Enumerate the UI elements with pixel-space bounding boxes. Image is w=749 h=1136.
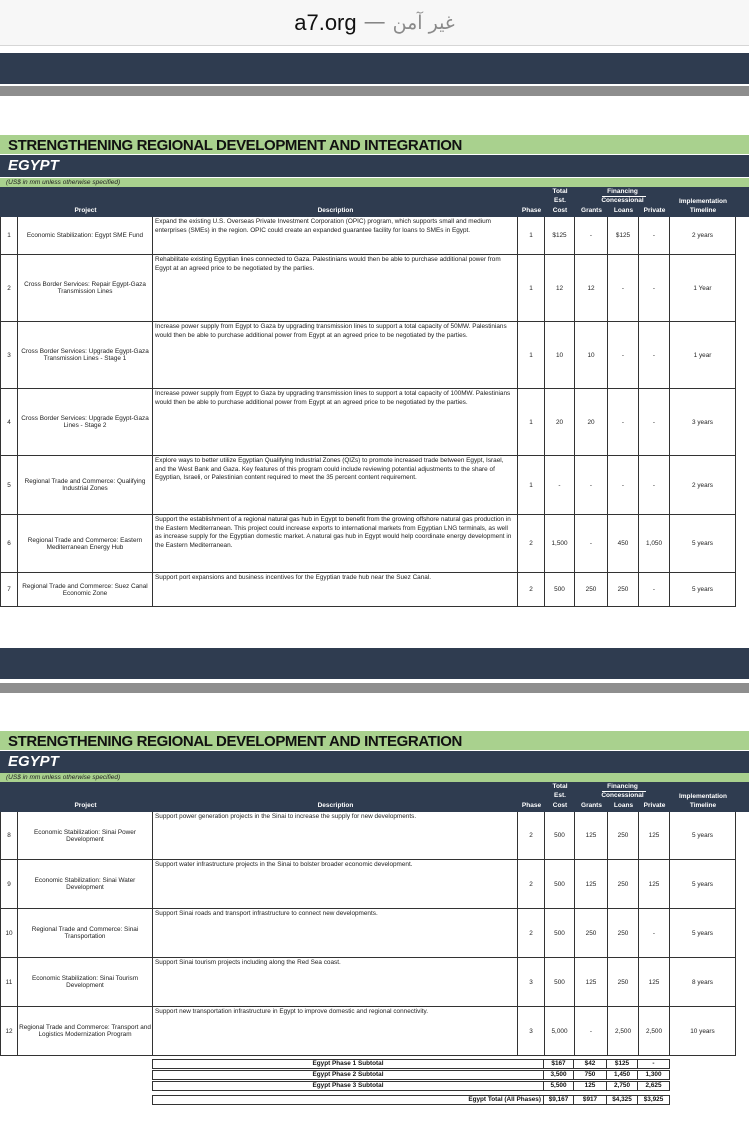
cell-loans: 2,500 [608, 1007, 639, 1055]
cell-timeline: 5 years [670, 573, 736, 606]
table-row [0, 1007, 736, 1056]
subtotal-cost: 3,500 [544, 1070, 574, 1080]
col-timeline-line1: Implementation [678, 198, 728, 205]
cell-grants: 12 [575, 255, 608, 321]
cell-phase: 3 [518, 958, 545, 1006]
url-text[interactable]: a7.org [294, 9, 357, 35]
col-private: Private [643, 802, 666, 809]
cell-timeline: 8 years [670, 958, 736, 1006]
country-bar [0, 751, 749, 773]
cell-num: 11 [0, 958, 18, 1006]
cell-cost: 500 [545, 812, 575, 859]
cell-description: Support new transportation infrastructure in Egypt to improve domestic and regional connectivity. [153, 1007, 518, 1055]
cell-num: 4 [0, 389, 18, 455]
cell-timeline: 5 years [670, 860, 736, 908]
cell-private: 125 [639, 812, 670, 859]
cell-project: Economic Stabilization: Sinai Tourism Development [18, 958, 153, 1006]
cell-num: 2 [0, 255, 18, 321]
cell-private: - [639, 389, 670, 455]
cell-grants: 250 [575, 573, 608, 606]
cell-phase: 1 [518, 217, 545, 254]
cell-project: Cross Border Services: Upgrade Egypt-Gaza Transmission Lines - Stage 1 [18, 322, 153, 388]
cell-cost: 5,000 [545, 1007, 575, 1055]
url-separator: — [364, 11, 385, 33]
cell-cost: - [545, 456, 575, 514]
cell-cost: 10 [545, 322, 575, 388]
cell-num: 8 [0, 812, 18, 859]
cell-project: Cross Border Services: Repair Egypt-Gaza Transmission Lines [18, 255, 153, 321]
cell-cost: 500 [545, 573, 575, 606]
col-grants: Grants [581, 207, 602, 214]
cell-private: - [639, 255, 670, 321]
cell-phase: 1 [518, 322, 545, 388]
cell-grants: 10 [575, 322, 608, 388]
grand-total-row [152, 1095, 670, 1105]
cell-grants: - [575, 515, 608, 572]
cell-loans: - [608, 389, 639, 455]
col-concessional: Concessional [601, 197, 644, 204]
cell-project: Regional Trade and Commerce: Sinai Transportation [18, 909, 153, 957]
cell-private: - [639, 573, 670, 606]
subtotal-label: Egypt Phase 1 Subtotal [152, 1059, 544, 1069]
col-concessional: Concessional [601, 792, 644, 799]
cell-timeline: 2 years [670, 217, 736, 254]
cell-grants: 125 [575, 958, 608, 1006]
table-header [0, 187, 749, 217]
section-title: STRENGTHENING REGIONAL DEVELOPMENT AND INTEGRATION [8, 137, 462, 154]
cell-phase: 2 [518, 909, 545, 957]
cell-private: 2,500 [639, 1007, 670, 1055]
table-row [0, 812, 736, 860]
subtotal-private: - [638, 1059, 670, 1069]
col-financing: Financing [607, 783, 638, 790]
country-title: EGYPT [8, 157, 59, 174]
col-loans: Loans [613, 802, 634, 809]
subtotal-label: Egypt Total (All Phases) [152, 1095, 544, 1105]
col-phase: Phase [521, 207, 542, 214]
financing-underline [602, 196, 646, 197]
col-financing: Financing [607, 188, 638, 195]
cell-project: Regional Trade and Commerce: Eastern Mediterranean Energy Hub [18, 515, 153, 572]
cell-private: - [639, 322, 670, 388]
col-loans: Loans [613, 207, 634, 214]
col-total-line3: Cost [552, 207, 568, 214]
cell-timeline: 5 years [670, 812, 736, 859]
slide-top-band [0, 53, 749, 84]
table-row [0, 389, 736, 456]
subtotal-loans: 1,450 [607, 1070, 638, 1080]
col-phase: Phase [521, 802, 542, 809]
col-private: Private [643, 207, 666, 214]
cell-num: 6 [0, 515, 18, 572]
cell-description: Support power generation projects in the Sinai to increase the supply for new developments. [153, 812, 518, 859]
col-description: Description [317, 207, 354, 214]
subtotal-row [152, 1081, 670, 1091]
cell-loans: 250 [608, 958, 639, 1006]
slide-grey-line [0, 683, 749, 693]
cell-num: 3 [0, 322, 18, 388]
col-total-line2: Est. [554, 197, 566, 204]
subtotal-grants: 125 [574, 1081, 607, 1091]
cell-grants: - [575, 217, 608, 254]
cell-loans: - [608, 255, 639, 321]
table-row [0, 255, 736, 322]
subtotal-cost: $167 [544, 1059, 574, 1069]
currency-note-bar [0, 773, 749, 782]
cell-phase: 2 [518, 812, 545, 859]
cell-description: Support Sinai tourism projects including along the Red Sea coast. [153, 958, 518, 1006]
cell-description: Increase power supply from Egypt to Gaza by upgrading transmission lines to support a total capacity of 100MW. Palestinians would then be able to purchase additional power from Egypt at an agreed price to be negotiated by the parties. [153, 389, 518, 455]
cell-loans: 250 [608, 812, 639, 859]
section-title-bar [0, 731, 749, 750]
cell-description: Explore ways to better utilize Egyptian Qualifying Industrial Zones (QIZs) to promote increased trade between Egypt, Israel, and the West Bank and Gaza. Key features of this program could include reviewing potential adjustments to the share of Egyptian, Israeli, or Palestinian content required to meet the 35 percent content requirement. [153, 456, 518, 514]
cell-grants: 250 [575, 909, 608, 957]
cell-private: 1,050 [639, 515, 670, 572]
subtotal-private: $3,925 [638, 1095, 670, 1105]
cell-num: 12 [0, 1007, 18, 1055]
cell-cost: 20 [545, 389, 575, 455]
col-total-line3: Cost [552, 802, 568, 809]
cell-phase: 2 [518, 573, 545, 606]
cell-timeline: 10 years [670, 1007, 736, 1055]
cell-phase: 2 [518, 860, 545, 908]
subtotal-grants: 750 [574, 1070, 607, 1080]
table-row [0, 909, 736, 958]
cell-phase: 2 [518, 515, 545, 572]
cell-project: Regional Trade and Commerce: Suez Canal Economic Zone [18, 573, 153, 606]
section-title: STRENGTHENING REGIONAL DEVELOPMENT AND INTEGRATION [8, 733, 462, 750]
subtotal-cost: 5,500 [544, 1081, 574, 1091]
subtotal-row [152, 1059, 670, 1069]
cell-grants: 125 [575, 860, 608, 908]
subtotal-label: Egypt Phase 2 Subtotal [152, 1070, 544, 1080]
table-row [0, 515, 736, 573]
cell-loans: 250 [608, 573, 639, 606]
col-total-line2: Est. [554, 792, 566, 799]
col-timeline-line2: Timeline [689, 207, 717, 214]
cell-project: Regional Trade and Commerce: Qualifying Industrial Zones [18, 456, 153, 514]
subtotal-cost: $9,167 [544, 1095, 574, 1105]
subtotal-loans: $125 [607, 1059, 638, 1069]
table-row [0, 860, 736, 909]
cell-phase: 1 [518, 255, 545, 321]
cell-project: Economic Stabilization: Egypt SME Fund [18, 217, 153, 254]
table-row [0, 573, 736, 607]
cell-description: Support port expansions and business incentives for the Egyptian trade hub near the Suez Canal. [153, 573, 518, 606]
cell-num: 9 [0, 860, 18, 908]
currency-note: (US$ in mm unless otherwise specified) [6, 179, 121, 186]
cell-grants: - [575, 456, 608, 514]
col-timeline-line2: Timeline [689, 802, 717, 809]
cell-timeline: 1 year [670, 322, 736, 388]
cell-grants: 125 [575, 812, 608, 859]
slide-top-band [0, 648, 749, 679]
cell-loans: $125 [608, 217, 639, 254]
cell-timeline: 1 Year [670, 255, 736, 321]
cell-phase: 3 [518, 1007, 545, 1055]
cell-project: Economic Stabilization: Sinai Water Development [18, 860, 153, 908]
section-title-bar [0, 135, 749, 154]
cell-description: Support the establishment of a regional natural gas hub in Egypt to benefit from the growing offshore natural gas production in the Eastern Mediterranean. This project could increase exports to international markets from Egyptian LNG terminals, as well as increase supply for the Egyptian domestic market. A natural gas hub in Egypt would help coordinate energy development in the Eastern Mediterranean. [153, 515, 518, 572]
cell-cost: 500 [545, 909, 575, 957]
cell-project: Economic Stabilization: Sinai Power Development [18, 812, 153, 859]
subtotal-grants: $42 [574, 1059, 607, 1069]
cell-private: - [639, 909, 670, 957]
country-bar [0, 155, 749, 177]
cell-description: Support Sinai roads and transport infrastructure to connect new developments. [153, 909, 518, 957]
subtotal-loans: 2,750 [607, 1081, 638, 1091]
cell-description: Support water infrastructure projects in the Sinai to bolster broader economic development. [153, 860, 518, 908]
cell-private: - [639, 217, 670, 254]
cell-loans: 250 [608, 860, 639, 908]
cell-loans: - [608, 456, 639, 514]
col-project: Project [74, 207, 97, 214]
cell-num: 5 [0, 456, 18, 514]
subtotal-loans: $4,325 [607, 1095, 638, 1105]
table-row [0, 217, 736, 255]
col-description: Description [317, 802, 354, 809]
cell-description: Rehabilitate existing Egyptian lines connected to Gaza. Palestinians would then be able to purchase additional power from Egypt at an agreed price to be negotiated by the parties. [153, 255, 518, 321]
cell-timeline: 5 years [670, 515, 736, 572]
cell-cost: 12 [545, 255, 575, 321]
cell-cost: $125 [545, 217, 575, 254]
currency-note-bar [0, 178, 749, 187]
cell-timeline: 3 years [670, 389, 736, 455]
cell-project: Cross Border Services: Upgrade Egypt-Gaza Lines - Stage 2 [18, 389, 153, 455]
cell-grants: 20 [575, 389, 608, 455]
table-row [0, 958, 736, 1007]
financing-underline [602, 791, 646, 792]
cell-cost: 500 [545, 958, 575, 1006]
cell-num: 10 [0, 909, 18, 957]
cell-num: 7 [0, 573, 18, 606]
cell-loans: 450 [608, 515, 639, 572]
country-title: EGYPT [8, 753, 59, 770]
col-timeline-line1: Implementation [678, 793, 728, 800]
cell-loans: - [608, 322, 639, 388]
cell-timeline: 2 years [670, 456, 736, 514]
cell-description: Increase power supply from Egypt to Gaza by upgrading transmission lines to support a total capacity of 50MW. Palestinians would then be able to purchase additional power from Egypt at an agreed price to be negotiated by the parties. [153, 322, 518, 388]
cell-cost: 500 [545, 860, 575, 908]
cell-timeline: 5 years [670, 909, 736, 957]
cell-cost: 1,500 [545, 515, 575, 572]
cell-num: 1 [0, 217, 18, 254]
cell-grants: - [575, 1007, 608, 1055]
cell-project: Regional Trade and Commerce: Transport and Logistics Modernization Program [18, 1007, 153, 1055]
cell-phase: 1 [518, 389, 545, 455]
currency-note: (US$ in mm unless otherwise specified) [6, 774, 121, 781]
col-project: Project [74, 802, 97, 809]
cell-private: - [639, 456, 670, 514]
col-grants: Grants [581, 802, 602, 809]
cell-description: Expand the existing U.S. Overseas Private Investment Corporation (OPIC) program, which supports small and medium enterprises (SMEs) in the region. OPIC could create an expanded guarantee facility for loans to SMEs in Egypt. [153, 217, 518, 254]
security-warning-label[interactable]: غير آمن [392, 11, 455, 34]
cell-private: 125 [639, 860, 670, 908]
cell-private: 125 [639, 958, 670, 1006]
cell-phase: 1 [518, 456, 545, 514]
col-total-line1: Total [552, 783, 568, 790]
subtotal-label: Egypt Phase 3 Subtotal [152, 1081, 544, 1091]
col-total-line1: Total [552, 188, 568, 195]
subtotal-private: 2,625 [638, 1081, 670, 1091]
table-row [0, 456, 736, 515]
subtotal-row [152, 1070, 670, 1080]
subtotal-private: 1,300 [638, 1070, 670, 1080]
table-row [0, 322, 736, 389]
subtotal-grants: $917 [574, 1095, 607, 1105]
table-header [0, 782, 749, 812]
cell-loans: 250 [608, 909, 639, 957]
browser-url-bar[interactable] [0, 0, 749, 46]
slide-grey-line [0, 86, 749, 96]
